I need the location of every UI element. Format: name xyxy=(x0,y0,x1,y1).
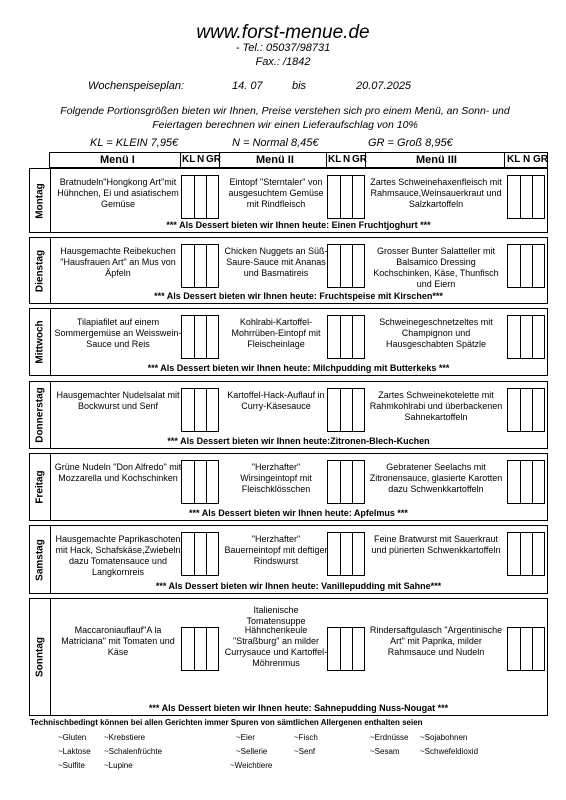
checkbox-divider xyxy=(520,389,521,431)
checkbox-divider xyxy=(194,389,195,431)
day-label xyxy=(30,382,51,448)
checkbox-divider xyxy=(206,389,207,431)
dish-menu2: "Herzhafter" Wirsingeintopf mit Fleischklösschen xyxy=(240,462,312,494)
checkbox-divider xyxy=(340,389,341,431)
allergen-item: ~Senf xyxy=(294,747,316,756)
day-label xyxy=(30,238,51,303)
checkbox-divider xyxy=(194,316,195,358)
dessert-line: *** Als Dessert bieten wir Ihnen heute: Fruchtspeise mit Kirschen*** xyxy=(154,291,443,301)
day-label xyxy=(30,454,51,520)
checkbox-divider xyxy=(520,316,521,358)
allergen-item: ~Gluten xyxy=(58,733,87,742)
size-checkboxes-menu2[interactable] xyxy=(327,627,365,671)
day-name: Mittwoch xyxy=(34,320,46,364)
checkbox-divider xyxy=(352,316,353,358)
day-name: Sonntag xyxy=(34,637,46,677)
col-gr: GR xyxy=(206,154,221,165)
dessert-line: *** Als Dessert bieten wir Ihnen heute: Einen Fruchtjoghurt *** xyxy=(166,220,431,230)
allergen-item: ~Laktose xyxy=(58,747,91,756)
col-menu3-header xyxy=(365,152,505,168)
allergen-item: ~Weichtiere xyxy=(230,761,273,770)
allergen-item: ~Sojabohnen xyxy=(420,733,468,742)
day-row-samstag xyxy=(29,525,548,594)
checkbox-divider xyxy=(206,316,207,358)
size-checkboxes-menu3[interactable] xyxy=(507,460,545,504)
day-row-donnerstag xyxy=(29,381,548,449)
dish-menu3: Schweinegeschnetzeltes mit Champignon und Hausgeschabten Spätzle xyxy=(379,317,493,349)
col-menu3-sizes xyxy=(504,152,548,168)
intro-text: Folgende Portionsgrößen bieten wir Ihnen, Preise verstehen sich pro einem Menü, an Sonn- und Feiertagen berechnen wir einen Lieferaufschlag von 10% xyxy=(60,105,510,131)
size-small: KL = KLEIN 7,95€ xyxy=(90,137,179,149)
size-checkboxes-menu2[interactable] xyxy=(327,532,365,576)
day-row-dienstag xyxy=(29,237,548,304)
dish-starter: Italienische Tomatensuppe xyxy=(246,605,306,626)
allergen-note: Technischbedingt können bei allen Gerichten immer Spuren von sämtlichen Allergenen enthalten seien xyxy=(30,718,423,727)
date-from: 14. 07 xyxy=(232,80,263,92)
dish-menu3: Zartes Schweinehaxenfleisch mit Rahmsauce,Weinsauerkraut und Salzkartoffeln xyxy=(370,177,502,209)
col-n: N xyxy=(343,154,351,165)
checkbox-divider xyxy=(352,533,353,575)
day-row-montag xyxy=(29,168,548,233)
allergen-item: ~Erdnüsse xyxy=(370,733,409,742)
checkbox-divider xyxy=(340,533,341,575)
dessert-line: *** Als Dessert bieten wir Ihnen heute:Zitronen-Blech-Kuchen xyxy=(167,436,430,446)
day-label xyxy=(30,599,51,715)
checkbox-divider xyxy=(352,628,353,670)
size-checkboxes-menu2[interactable] xyxy=(327,388,365,432)
allergen-item: ~Krebstiere xyxy=(104,733,146,742)
dish-menu2: Kohlrabi-Kartoffel-Mohrrüben-Eintopf mit Fleischeinlage xyxy=(231,317,321,349)
allergen-item: ~Lupine xyxy=(104,761,133,770)
dessert-line: *** Als Dessert bieten wir Ihnen heute: Milchpudding mit Butterkeks *** xyxy=(147,363,450,373)
dish-menu1: Hausgemachte Paprikaschoten mit Hack, Schafskäse,Zwiebeln dazu Tomatensauce und Langkornreis xyxy=(55,534,181,577)
dish-menu3: Rindersaftgulasch "Argentinische Art" mit Paprika, milder Rahmsauce und Nudeln xyxy=(369,625,503,657)
checkbox-divider xyxy=(532,176,533,218)
col-menu1-header xyxy=(49,152,181,168)
day-name: Samstag xyxy=(34,538,46,581)
checkbox-divider xyxy=(352,245,353,287)
col-menu1-title: Menü I xyxy=(100,154,135,166)
col-n: N xyxy=(197,154,205,165)
day-row-mittwoch xyxy=(29,308,548,376)
checkbox-divider xyxy=(520,533,521,575)
size-normal: N = Normal 8,45€ xyxy=(232,137,319,149)
dish-menu1: Hausgemachte Reibekuchen "Hausfrauen Art" an Mus von Äpfeln xyxy=(60,246,176,278)
allergen-item: ~Schwefeldioxid xyxy=(420,747,479,756)
date-separator: bis xyxy=(292,80,307,92)
day-label xyxy=(30,526,51,593)
day-label xyxy=(30,309,51,375)
size-checkboxes-menu3[interactable] xyxy=(507,175,545,219)
size-checkboxes-menu2[interactable] xyxy=(327,460,365,504)
checkbox-divider xyxy=(206,533,207,575)
size-large: GR = Groß 8,95€ xyxy=(368,137,453,149)
checkbox-divider xyxy=(352,461,353,503)
checkbox-divider xyxy=(352,389,353,431)
dish-menu2: Hähnchenkeule "Straßburg" an milder Currysauce und Kartoffel-Möhrenmus xyxy=(224,625,328,668)
size-checkboxes-menu1[interactable] xyxy=(181,175,219,219)
dish-menu1: Maccaroniauflauf"A la Matriciana" mit Tomaten und Käse xyxy=(61,625,175,657)
day-row-sonntag xyxy=(29,598,548,716)
size-checkboxes-menu3[interactable] xyxy=(507,244,545,288)
allergen-item: ~Eier xyxy=(236,733,255,742)
size-checkboxes-menu2[interactable] xyxy=(327,315,365,359)
checkbox-divider xyxy=(532,245,533,287)
date-to: 20.07.2025 xyxy=(356,80,412,92)
checkbox-divider xyxy=(194,533,195,575)
size-checkboxes-menu1[interactable] xyxy=(181,388,219,432)
checkbox-divider xyxy=(194,176,195,218)
checkbox-divider xyxy=(340,628,341,670)
dish-menu1: Tilapiafilet auf einem Sommergemüse an Weisswein-Sauce und Reis xyxy=(54,317,182,349)
dish-menu2: Chicken Nuggets an Süß-Saure-Sauce mit Ananas und Basmatireis xyxy=(224,246,328,278)
dish-menu3: Gebratener Seelachs mit Zitronensauce, glasierte Karotten dazu Schwenkkartoffeln xyxy=(369,462,503,494)
checkbox-divider xyxy=(532,533,533,575)
checkbox-divider xyxy=(206,461,207,503)
size-checkboxes-menu3[interactable] xyxy=(507,532,545,576)
col-menu2-sizes xyxy=(326,152,366,168)
checkbox-divider xyxy=(206,176,207,218)
col-gr: GR xyxy=(533,154,548,165)
checkbox-divider xyxy=(520,461,521,503)
dish-menu1: Bratnudeln"Hongkong Art"mit Hühnchen, Ei und asiatischem Gemüse xyxy=(57,177,179,209)
checkbox-divider xyxy=(532,461,533,503)
size-checkboxes-menu1[interactable] xyxy=(181,627,219,671)
dish-menu2: "Herzhafter" Bauerneintopf mit deftiger Rindswurst xyxy=(224,534,328,566)
phone-number: - Tel.: 05037/98731 xyxy=(235,42,331,54)
dish-menu3: Grosser Bunter Salatteller mit Balsamico Dressing Kochschinken, Käse, Thunfisch und Eiern xyxy=(373,246,499,289)
checkbox-divider xyxy=(194,628,195,670)
size-checkboxes-menu2[interactable] xyxy=(327,244,365,288)
day-name: Montag xyxy=(34,182,46,219)
size-checkboxes-menu2[interactable] xyxy=(327,175,365,219)
checkbox-divider xyxy=(206,245,207,287)
size-checkboxes-menu1[interactable] xyxy=(181,460,219,504)
col-kl: KL xyxy=(328,154,342,165)
size-checkboxes-menu3[interactable] xyxy=(507,388,545,432)
day-name: Donnerstag xyxy=(34,387,46,443)
size-checkboxes-menu1[interactable] xyxy=(181,315,219,359)
size-checkboxes-menu3[interactable] xyxy=(507,315,545,359)
dessert-line: *** Als Dessert bieten wir Ihnen heute: Apfelmus *** xyxy=(189,508,408,518)
checkbox-divider xyxy=(520,628,521,670)
dish-menu3: Feine Bratwurst mit Sauerkraut und pürierten Schwenkkartoffeln xyxy=(371,534,501,555)
checkbox-divider xyxy=(194,245,195,287)
allergen-item: ~Sesam xyxy=(370,747,400,756)
checkbox-divider xyxy=(532,316,533,358)
day-name: Dienstag xyxy=(34,249,46,292)
checkbox-divider xyxy=(520,176,521,218)
size-checkboxes-menu3[interactable] xyxy=(507,627,545,671)
size-checkboxes-menu1[interactable] xyxy=(181,244,219,288)
checkbox-divider xyxy=(352,176,353,218)
allergen-item: ~Fisch xyxy=(294,733,318,742)
site-url: www.forst-menue.de xyxy=(196,22,370,43)
col-menu1-sizes xyxy=(180,152,220,168)
dish-menu1: Hausgemachter Nudelsalat mit Bockwurst und Senf xyxy=(56,390,180,411)
allergen-item: ~Sellerie xyxy=(236,747,268,756)
day-label xyxy=(30,169,51,232)
col-gr: GR xyxy=(352,154,367,165)
day-row-freitag xyxy=(29,453,548,521)
day-name: Freitag xyxy=(34,470,46,504)
checkbox-divider xyxy=(532,389,533,431)
checkbox-divider xyxy=(340,316,341,358)
allergen-item: ~Schalenfrüchte xyxy=(104,747,163,756)
col-menu2-header xyxy=(219,152,327,168)
allergen-item: ~Sulfite xyxy=(58,761,85,770)
checkbox-divider xyxy=(194,461,195,503)
size-checkboxes-menu1[interactable] xyxy=(181,532,219,576)
plan-label: Wochenspeiseplan: xyxy=(88,80,185,92)
col-kl: KL xyxy=(182,154,196,165)
checkbox-divider xyxy=(532,628,533,670)
checkbox-divider xyxy=(340,245,341,287)
checkbox-divider xyxy=(340,176,341,218)
col-menu3-title: Menü III xyxy=(416,154,457,166)
checkbox-divider xyxy=(340,461,341,503)
dish-menu3: Zartes Schweinekotelette mit Rahmkohlrabi und überbackenen Sahnekartoffeln xyxy=(369,390,503,422)
dish-menu2: Kartoffel-Hack-Auflauf in Curry-Käsesauce xyxy=(227,390,325,411)
dessert-line: *** Als Dessert bieten wir Ihnen heute: Sahnepudding Nuss-Nougat *** xyxy=(148,703,449,713)
col-menu2-title: Menü II xyxy=(256,154,294,166)
dessert-line: *** Als Dessert bieten wir Ihnen heute: Vanillepudding mit Sahne*** xyxy=(155,581,442,591)
dish-menu2: Eintopf "Sterntaler" von ausgesuchtem Gemüse mit Rindfleisch xyxy=(228,177,324,209)
dish-menu1: Grüne Nudeln "Don Alfredo" mit Mozzarella und Kochschinken xyxy=(54,462,182,483)
col-kl: KL xyxy=(507,154,521,165)
col-n: N xyxy=(523,154,531,165)
checkbox-divider xyxy=(520,245,521,287)
fax-number: Fax.: /1842 xyxy=(255,56,311,68)
checkbox-divider xyxy=(206,628,207,670)
